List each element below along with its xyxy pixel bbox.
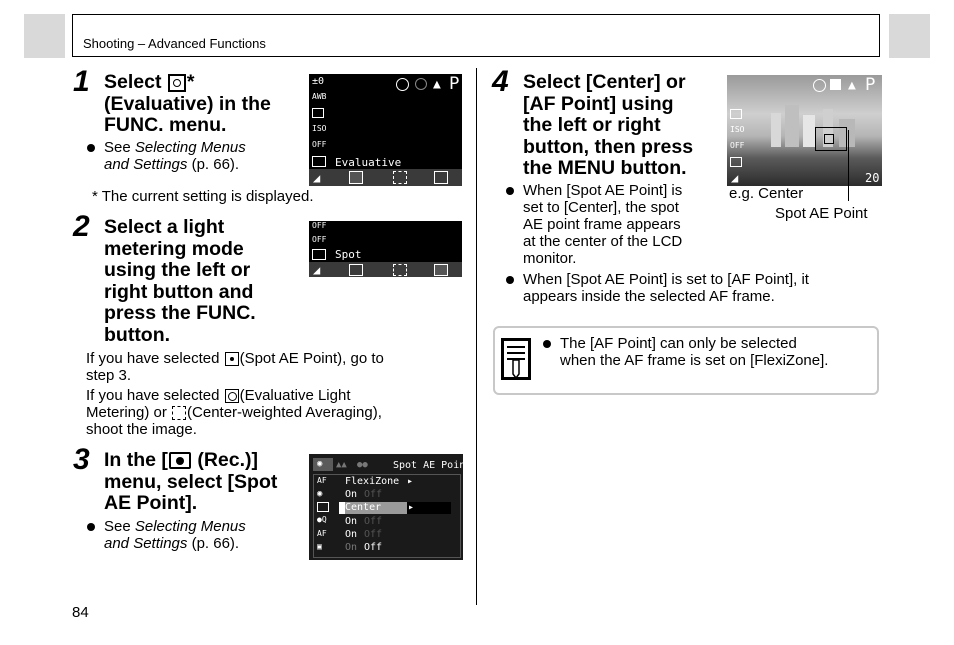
lcd-iso-icon: ISO bbox=[730, 125, 745, 134]
lcd-effect-icon: OFF bbox=[730, 141, 745, 150]
lcd-metering-icon bbox=[312, 156, 326, 167]
page-number: 84 bbox=[72, 604, 89, 621]
left-tab-block bbox=[24, 14, 65, 58]
step-1-heading-d: FUNC. menu. bbox=[104, 114, 227, 136]
memo-icon bbox=[501, 338, 531, 380]
step-3-heading: In the [ (Rec.)] menu, select [Spot AE Point]. bbox=[104, 449, 278, 514]
right-tab-block bbox=[889, 14, 930, 58]
af-assist-icon: AF bbox=[317, 529, 327, 538]
menu-tab-my: ●● bbox=[357, 460, 368, 470]
lcd-opt-evaluative-icon bbox=[349, 171, 363, 184]
page-header bbox=[72, 14, 880, 57]
lcd-mode: P bbox=[449, 74, 460, 94]
lcd-mode: P bbox=[865, 75, 876, 95]
caption-example: e.g. Center bbox=[729, 185, 804, 202]
building-shape bbox=[785, 105, 799, 147]
header-title: Shooting – Advanced Functions bbox=[83, 36, 266, 51]
lcd-metering-label: Spot bbox=[335, 248, 362, 261]
camera-icon: ◉ bbox=[317, 459, 323, 469]
bullet-dot bbox=[87, 523, 95, 531]
step-2-paragraph-1: If you have selected (Spot AE Point), go to step 3. bbox=[86, 350, 384, 384]
bullet-dot bbox=[506, 276, 514, 284]
bullet-dot bbox=[506, 187, 514, 195]
evaluative-metering-icon bbox=[168, 74, 186, 92]
evaluative-metering-icon bbox=[225, 389, 239, 403]
lcd-wb-icon: AWB bbox=[312, 92, 327, 101]
lcd-redeye-icon bbox=[415, 78, 427, 90]
lcd-drive-icon bbox=[730, 109, 742, 119]
lcd-shots-remaining: 20 bbox=[865, 171, 880, 185]
step-1-bullet: See Selecting Menus and Settings (p. 66). bbox=[87, 139, 287, 173]
lcd-screen-spot bbox=[309, 221, 462, 277]
step-1-heading-a: Select bbox=[104, 71, 167, 93]
step-2-paragraph-2: If you have selected (Evaluative Light Metering) or (Center-weighted Averaging), shoot the image. bbox=[86, 387, 382, 438]
lcd-rec-menu: ◉ ▲▲ ●● Spot AE Point AF FlexiZone ▸ ◉ On Off Center ◂ ▸ ●Q On Off AF On Off ▣ On Off bbox=[309, 454, 463, 560]
rec-camera-icon bbox=[169, 452, 191, 469]
spot-ae-frame bbox=[824, 134, 834, 144]
callout-line bbox=[848, 130, 849, 201]
menu-tab-setup: ▲▲ bbox=[336, 460, 347, 470]
lcd-opt-center-icon bbox=[393, 171, 407, 184]
bullet-dot bbox=[543, 340, 551, 348]
lcd-exposure-icon: ±0 bbox=[312, 76, 325, 87]
left-arrow-icon: ◂ bbox=[339, 502, 346, 513]
lcd-battery-icon: ◢ bbox=[313, 263, 321, 277]
step-2-heading: Select a light metering mode using the left or right button and press the FUNC. button. bbox=[104, 216, 256, 346]
menu-row-spot-ae[interactable]: Center bbox=[345, 502, 407, 514]
lcd-screen-evaluative bbox=[309, 74, 462, 186]
step-3-bullet: See Selecting Menus and Settings (p. 66). bbox=[87, 518, 297, 552]
step-4-bullet-1: When [Spot AE Point] is set to [Center], the spot AE point frame appears at the center of the LCD monitor. bbox=[506, 182, 716, 267]
review-icon: ▣ bbox=[317, 542, 322, 551]
step-1-heading-b: * bbox=[186, 71, 195, 93]
step-1-number: 1 bbox=[73, 65, 90, 98]
lcd-metering-icon bbox=[730, 157, 742, 167]
lcd-lock-icon: ▲ bbox=[848, 78, 856, 93]
right-arrow-icon: ▸ bbox=[407, 476, 414, 487]
building-shape bbox=[803, 115, 815, 147]
caption-spot-ae: Spot AE Point bbox=[775, 205, 868, 222]
building-shape bbox=[771, 113, 781, 147]
note-bullet: The [AF Point] can only be selected when the AF frame is set on [FlexiZone]. bbox=[543, 335, 873, 369]
step-2-number: 2 bbox=[73, 210, 90, 243]
lcd-battery-icon: ◢ bbox=[313, 171, 321, 185]
metering-icon bbox=[317, 502, 329, 512]
spot-ae-icon bbox=[225, 352, 239, 366]
lcd-photo-preview bbox=[727, 75, 882, 186]
right-arrow-icon: ▸ bbox=[408, 502, 415, 513]
lcd-metering-icon bbox=[312, 249, 326, 260]
lcd-iso-icon: ISO bbox=[312, 124, 327, 133]
menu-tab-rec bbox=[313, 458, 333, 471]
column-divider bbox=[476, 68, 477, 605]
menu-row-1[interactable]: FlexiZone bbox=[345, 476, 400, 487]
step-1-heading bbox=[104, 72, 304, 137]
lcd-drive-icon bbox=[312, 108, 324, 118]
lcd-metering-label: Evaluative bbox=[335, 156, 402, 169]
menu-title: Spot AE Point bbox=[393, 460, 472, 471]
lcd-opt-spot-icon bbox=[434, 264, 448, 276]
lcd-flash-icon bbox=[396, 78, 409, 91]
step-1-footnote: * The current setting is displayed. bbox=[92, 188, 314, 205]
lcd-self-timer-icon bbox=[830, 79, 841, 90]
center-weighted-icon bbox=[172, 406, 186, 420]
lcd-battery-icon: ◢ bbox=[731, 171, 739, 185]
step-3-number: 3 bbox=[73, 443, 90, 476]
redeye-icon: ◉ bbox=[317, 489, 323, 499]
step-4-number: 4 bbox=[492, 65, 509, 98]
af-frame-icon: AF bbox=[317, 476, 327, 485]
lcd-effect-icon: OFF bbox=[312, 140, 327, 149]
lcd-effect-icon: OFF bbox=[312, 221, 327, 230]
lcd-effect-icon: OFF bbox=[312, 235, 327, 244]
step-4-bullet-2: When [Spot AE Point] is set to [AF Point], it appears inside the selected AF frame. bbox=[506, 271, 876, 305]
digital-zoom-icon: ●Q bbox=[317, 515, 327, 524]
bullet-dot bbox=[87, 144, 95, 152]
step-4-heading: Select [Center] or [AF Point] using the left or right button, then press the MENU button. bbox=[523, 71, 694, 179]
step-1-heading-c: (Evaluative) in the bbox=[104, 92, 271, 115]
lcd-opt-spot-icon bbox=[434, 171, 448, 184]
note-box bbox=[493, 326, 879, 395]
lcd-lock-icon: ▲ bbox=[433, 77, 441, 92]
lcd-flash-icon bbox=[813, 79, 826, 92]
lcd-opt-evaluative-icon bbox=[349, 264, 363, 276]
lcd-opt-center-icon bbox=[393, 264, 407, 276]
